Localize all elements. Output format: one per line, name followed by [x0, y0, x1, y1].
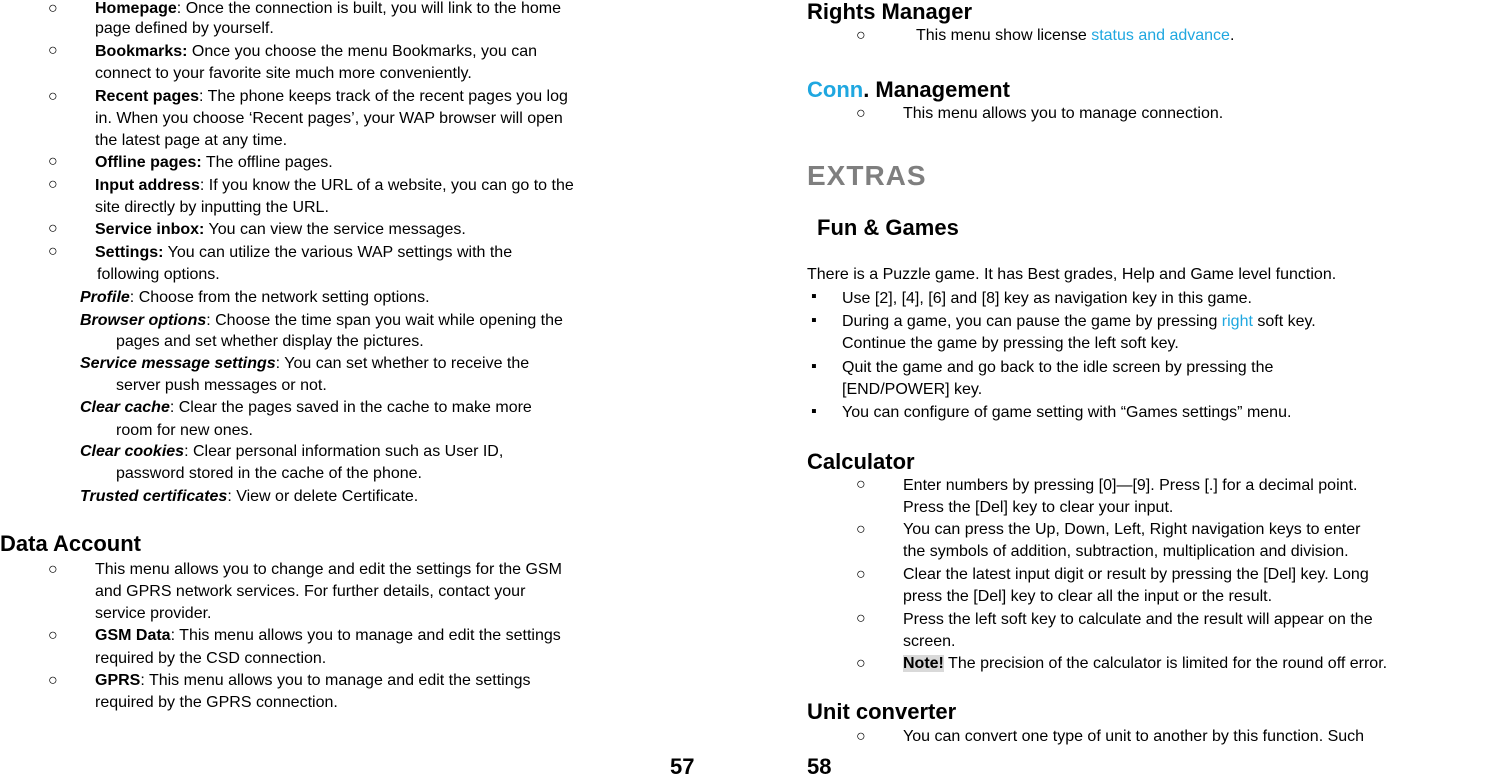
recent-pages-line2: in. When you choose ‘Recent pages’, your WAP browser will open	[95, 110, 563, 127]
rights-manager-heading: Rights Manager	[807, 0, 973, 24]
page-number-58: 58	[807, 754, 832, 779]
square-bullet-icon: ▪	[811, 312, 817, 329]
unit-converter-text: You can convert one type of unit to another by this function. Such	[903, 728, 1365, 745]
settings-line2: following options.	[97, 266, 220, 283]
service-inbox-line1: Service inbox: You can view the service messages.	[95, 221, 466, 238]
clear-cookies-line1: Clear cookies: Clear personal information such as User ID,	[80, 443, 504, 460]
bullet-icon: ○	[48, 0, 58, 17]
bullet-icon: ○	[48, 561, 58, 578]
square-bullet-icon: ▪	[811, 358, 817, 375]
rights-manager-text: This menu show license status and advance.	[916, 27, 1235, 44]
recent-pages-line3: the latest page at any time.	[95, 132, 288, 149]
square-bullet-icon: ▪	[811, 288, 817, 305]
calc-item2-line1: You can press the Up, Down, Left, Right navigation keys to enter	[903, 521, 1361, 538]
settings-line1: Settings: You can utilize the various WAP settings with the	[95, 244, 513, 261]
conn-management-heading: Conn. Management	[807, 77, 1010, 102]
bullet-icon: ○	[856, 728, 866, 745]
calc-note: Note! The precision of the calculator is limited for the round off error.	[903, 655, 1388, 672]
browser-options-line1: Browser options: Choose the time span you wait while opening the	[80, 312, 563, 329]
offline-pages-line1: Offline pages: The offline pages.	[95, 154, 333, 171]
fun-item1: Use [2], [4], [6] and [8] key as navigation key in this game.	[842, 290, 1252, 307]
gsm-data-line2: required by the CSD connection.	[95, 650, 327, 667]
trusted-certificates-option: Trusted certificates: View or delete Certificate.	[80, 488, 419, 505]
bullet-icon: ○	[856, 655, 866, 672]
calc-item1-line2: Press the [Del] key to clear your input.	[903, 499, 1174, 516]
calc-item1-line1: Enter numbers by pressing [0]—[9]. Press [.] for a decimal point.	[903, 477, 1358, 494]
bullet-icon: ○	[48, 176, 58, 193]
bullet-icon: ○	[48, 627, 58, 644]
calc-item2-line2: the symbols of addition, subtraction, multiplication and division.	[903, 543, 1349, 560]
data-account-item1-line1: This menu allows you to change and edit the settings for the GSM	[95, 561, 562, 578]
profile-option: Profile: Choose from the network setting options.	[80, 289, 430, 306]
input-address-line2: site directly by inputting the URL.	[95, 199, 329, 216]
calc-item3-line1: Clear the latest input digit or result by pressing the [Del] key. Long	[903, 566, 1369, 583]
browser-options-line2: pages and set whether display the pictures.	[116, 333, 424, 350]
calc-item4-line2: screen.	[903, 633, 956, 650]
bullet-icon: ○	[48, 243, 58, 260]
fun-item3-line1: Quit the game and go back to the idle screen by pressing the	[842, 359, 1274, 376]
bullet-icon: ○	[48, 220, 58, 237]
gprs-line1: GPRS: This menu allows you to manage and edit the settings	[95, 672, 531, 689]
fun-item3-line2: [END/POWER] key.	[842, 381, 983, 398]
bullet-icon: ○	[856, 27, 866, 44]
note-highlight: Note!	[903, 655, 944, 672]
data-account-heading: Data Account	[0, 531, 141, 556]
clear-cache-line2: room for new ones.	[116, 422, 253, 439]
clear-cache-line1: Clear cache: Clear the pages saved in the cache to make more	[80, 399, 532, 416]
bookmarks-line2: connect to your favorite site much more conveniently.	[95, 65, 472, 82]
homepage-line2: page defined by yourself.	[95, 20, 274, 37]
input-address-line1: Input address: If you know the URL of a website, you can go to the	[95, 177, 574, 194]
bookmarks-line1: Bookmarks: Once you choose the menu Bookmarks, you can	[95, 43, 538, 60]
bullet-icon: ○	[856, 610, 866, 627]
recent-pages-line1: Recent pages: The phone keeps track of the recent pages you log	[95, 88, 568, 105]
gprs-line2: required by the GPRS connection.	[95, 694, 338, 711]
gsm-data-line1: GSM Data: This menu allows you to manage and edit the settings	[95, 627, 561, 644]
bullet-icon: ○	[856, 105, 866, 122]
calculator-heading: Calculator	[807, 449, 915, 474]
square-bullet-icon: ▪	[811, 403, 817, 420]
bullet-icon: ○	[856, 521, 866, 538]
fun-games-intro: There is a Puzzle game. It has Best grades, Help and Game level function.	[807, 266, 1337, 283]
bullet-icon: ○	[856, 566, 866, 583]
fun-item4: You can configure of game setting with “Games settings” menu.	[842, 404, 1292, 421]
clear-cookies-line2: password stored in the cache of the phone.	[116, 465, 422, 482]
conn-management-text: This menu allows you to manage connection.	[903, 105, 1224, 122]
bullet-icon: ○	[48, 42, 58, 59]
bullet-icon: ○	[856, 476, 866, 493]
data-account-item1-line3: service provider.	[95, 605, 212, 622]
bullet-icon: ○	[48, 153, 58, 170]
bullet-icon: ○	[48, 88, 58, 105]
data-account-item1-line2: and GPRS network services. For further details, contact your	[95, 583, 526, 600]
calc-item3-line2: press the [Del] key to clear all the input or the result.	[903, 588, 1273, 605]
page-number-57: 57	[670, 754, 695, 779]
homepage-line1: Homepage: Once the connection is built, you will link to the home	[95, 0, 562, 17]
calc-item4-line1: Press the left soft key to calculate and the result will appear on the	[903, 611, 1373, 628]
fun-games-heading: Fun & Games	[817, 215, 959, 240]
service-msg-settings-line2: server push messages or not.	[116, 377, 327, 394]
bullet-icon: ○	[48, 672, 58, 689]
service-msg-settings-line1: Service message settings: You can set whether to receive the	[80, 355, 530, 372]
extras-heading: EXTRAS	[807, 160, 927, 191]
fun-item2-line1: During a game, you can pause the game by pressing right soft key.	[842, 313, 1316, 330]
unit-converter-heading: Unit converter	[807, 699, 957, 724]
fun-item2-line2: Continue the game by pressing the left soft key.	[842, 335, 1179, 352]
